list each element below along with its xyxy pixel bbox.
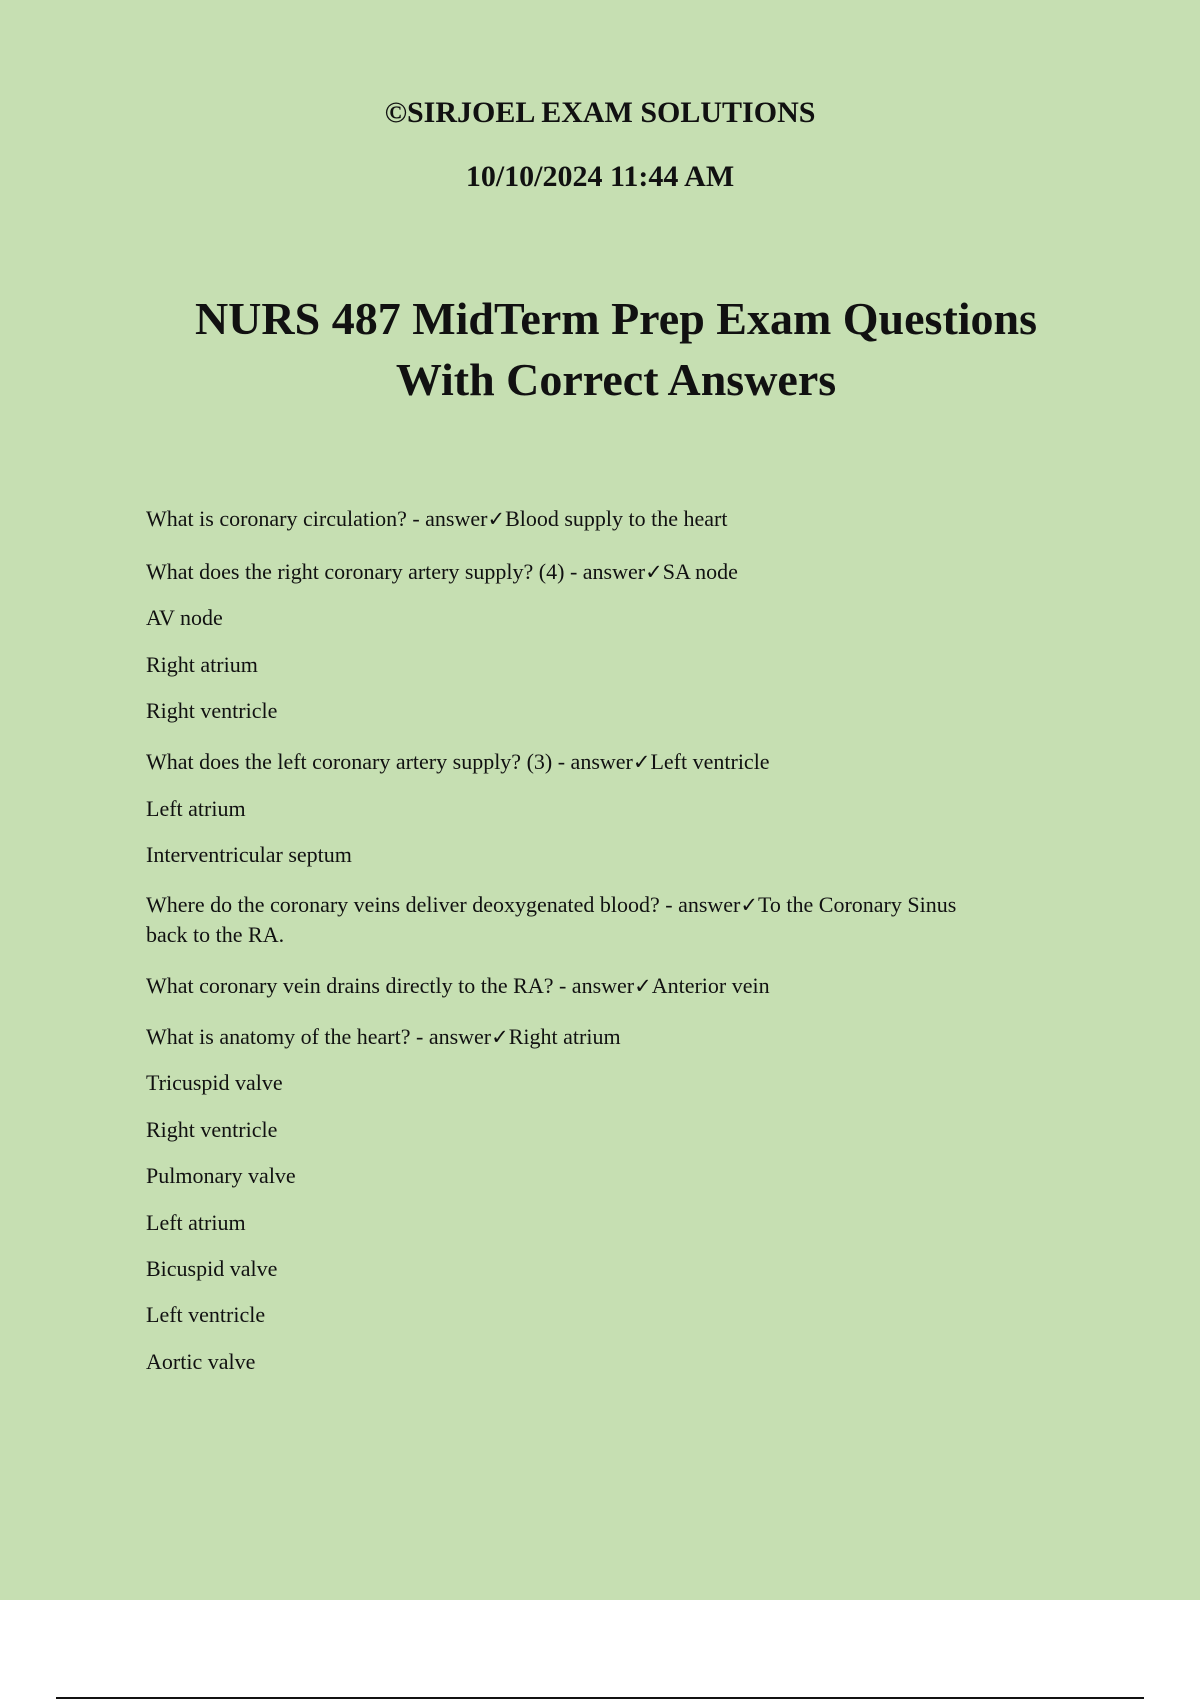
footer-divider (56, 1697, 1144, 1699)
answer-line: AV node (146, 605, 223, 630)
checkmark-icon: ✓ (634, 974, 652, 998)
checkmark-icon: ✓ (491, 1025, 509, 1049)
answer-line: Tricuspid valve (146, 1070, 283, 1095)
title-line-1: NURS 487 MidTerm Prep Exam Questions (194, 293, 1038, 344)
date-time-stamp: 10/10/2024 11:44 AM (465, 160, 735, 193)
qa-item-4 (146, 890, 1046, 920)
answer-line: Bicuspid valve (146, 1256, 278, 1281)
checkmark-icon: ✓ (487, 507, 506, 531)
answer-line: Right ventricle (146, 1117, 278, 1142)
qa-item-2 (146, 557, 1046, 587)
qa-item-1 (146, 504, 1046, 534)
qa-item-5 (146, 971, 1046, 1001)
checkmark-icon: ✓ (632, 750, 651, 774)
answer-text: SA node (662, 559, 738, 584)
answer-line: Left atrium (146, 1210, 246, 1235)
question-text: What is anatomy of the heart? - answer (146, 1024, 492, 1049)
qa-item-6 (146, 1022, 1046, 1052)
question-text: Where do the coronary veins deliver deoxygenated blood? - answer (146, 892, 741, 917)
answer-text: Right atrium (508, 1024, 621, 1049)
answer-line: Right atrium (146, 652, 258, 677)
answer-line: Right ventricle (146, 698, 278, 723)
company-header: ©SIRJOEL EXAM SOLUTIONS (384, 96, 816, 129)
answer-text: Left ventricle (650, 749, 770, 774)
question-text: What is coronary circulation? - answer (146, 506, 488, 531)
question-text: What does the right coronary artery supply? (4) - answer (146, 559, 646, 584)
answer-text: Blood supply to the heart (505, 506, 728, 531)
title-line-2: With Correct Answers (395, 354, 837, 405)
answer-text: Anterior vein (651, 973, 770, 998)
checkmark-icon: ✓ (645, 560, 663, 584)
answer-line: Left ventricle (146, 1302, 266, 1327)
question-text: What does the left coronary artery supply? (3) - answer (146, 749, 633, 774)
answer-line: Aortic valve (146, 1349, 256, 1374)
answer-line: Pulmonary valve (146, 1163, 296, 1188)
answer-continuation: back to the RA. (146, 922, 285, 947)
answer-line: Left atrium (146, 796, 246, 821)
question-text: What coronary vein drains directly to the RA? - answer (146, 973, 635, 998)
qa-item-3 (146, 747, 1046, 777)
checkmark-icon: ✓ (740, 893, 758, 917)
document-title (0, 288, 1200, 410)
answer-line: Interventricular septum (146, 842, 352, 867)
answer-text: To the Coronary Sinus (758, 892, 957, 917)
